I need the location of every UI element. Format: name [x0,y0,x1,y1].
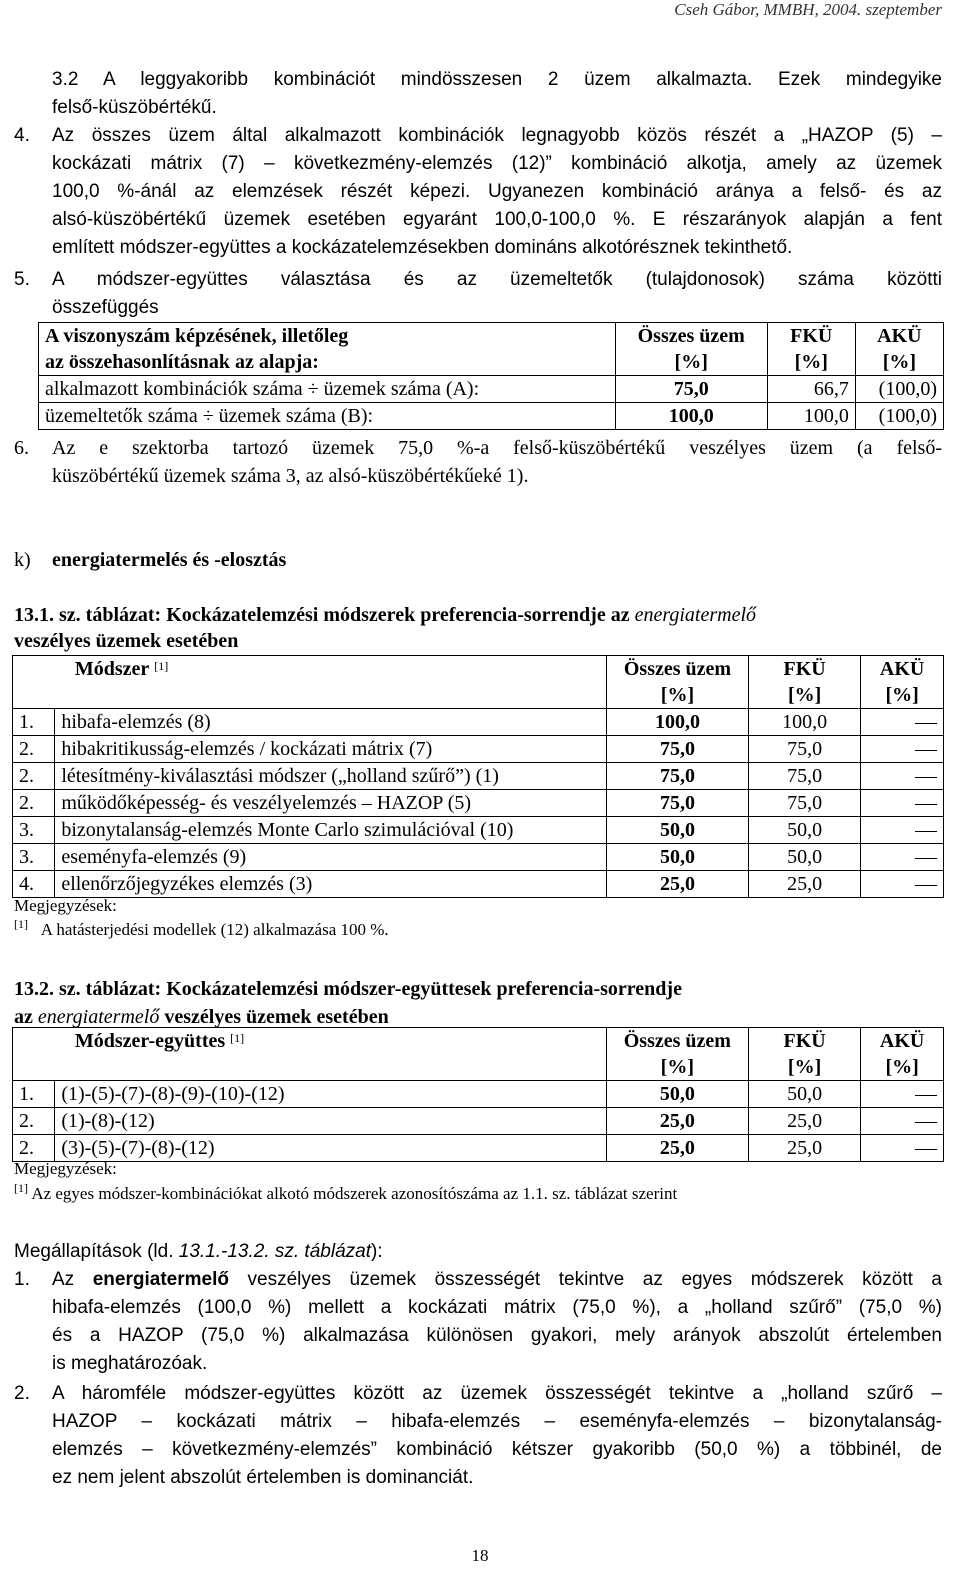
row-fku: 75,0 [749,763,861,790]
row-total: 75,0 [606,736,748,763]
page-header: Cseh Gábor, MMBH, 2004. szeptember [674,0,942,19]
row-aku-dash [861,709,944,736]
row-method: létesítmény-kiválasztási módszer („holland szűrő”) (1) [55,763,607,790]
header-method: Módszer-együttes [1] [55,1028,606,1081]
row-fku: 50,0 [749,844,861,871]
header-fku: FKÜ [%] [749,656,861,709]
row-label: üzemeltetők száma ÷ üzemek száma (B): [39,403,616,430]
table-row [13,1081,944,1108]
row-total: 50,0 [606,1081,748,1108]
paragraph-5-line1: A módszer-együttes választása és az üzemeltetők (tulajdonosok) száma közötti [52,269,942,290]
row-rank: 2. [13,1135,55,1162]
row-total: 75,0 [606,790,748,817]
header-fku-line1: FKÜ [790,325,833,347]
header-total: Összes üzem [%] [606,656,748,709]
row-aku-dash [861,871,944,898]
row-total: 50,0 [606,817,748,844]
finding-1-line2: hibafa-elemzés (100,0 %) mellett a kockázati mátrix (75,0 %), a „holland szűrő” (75,0 %) [52,1297,942,1318]
header-total-line1: Összes üzem [637,325,745,347]
table-row [13,790,944,817]
header-aku-line1: AKÜ [877,325,922,347]
table-header-aku [855,323,943,376]
row-total: 25,0 [606,871,748,898]
row-method: (1)-(5)-(7)-(8)-(9)-(10)-(12) [55,1081,606,1108]
header-basis-line2: az összehasonlításnak az alapja: [45,351,319,373]
row-total: 25,0 [606,1108,748,1135]
row-rank: 3. [13,844,55,871]
row-method: hibafa-elemzés (8) [55,709,607,736]
header-total: Összes üzem [%] [606,1028,748,1081]
item-number-4: 4. [14,125,30,146]
table-row [13,763,944,790]
row-total: 50,0 [606,844,748,871]
paragraph-4-line4: alsó-küszöbértékű üzemek esetében egyaránt 100,0-100,0 %. E részarányok alapján a fent [52,209,942,230]
row-method: eseményfa-elemzés (9) [55,844,607,871]
paragraph-6-line2: küszöbértékű üzemek száma 3, az alsó-küszöbértékűeké 1). [52,465,529,487]
item-number-5: 5. [14,269,30,290]
table-13-2-note: [1] Az egyes módszer-kombinációkat alkotó módszerek azonosítószáma az 1.1. sz. táblázat szerint [14,1181,678,1203]
header-basis-line1: A viszonyszám képzésének, illetőleg [45,325,349,347]
row-aku-dash [861,1108,944,1135]
row-fku: 100,0 [767,403,855,430]
row-total: 75,0 [606,763,748,790]
row-method: bizonytalanság-elemzés Monte Carlo szimulációval (10) [55,817,607,844]
finding-2-line1: A háromféle módszer-együttes között az üzemek összességét tekintve a „holland szűrő – [52,1383,942,1404]
table-13-1-caption: 13.1. sz. táblázat: Kockázatelemzési módszerek preferencia-sorrendje az energiatermelő veszélyes üzemek esetében [14,604,757,652]
header-total-line2: [%] [674,351,708,373]
table-13-1 [12,655,944,898]
row-aku-dash [861,1081,944,1108]
row-fku: 50,0 [749,817,861,844]
paragraph-3-2-line1: 3.2 A leggyakoribb kombinációt mindösszesen 2 üzem alkalmazta. Ezek mindegyike [52,69,942,90]
row-fku: 50,0 [748,1081,860,1108]
table-13-2-caption: 13.2. sz. táblázat: Kockázatelemzési módszer-együttesek preferencia-sorrendje az energiatermelő veszélyes üzemek esetében [14,978,682,1028]
paragraph-5-line2: összefüggés [52,297,159,318]
table-header-total [615,323,767,376]
table-row [13,871,944,898]
table-header-row [13,1028,944,1081]
row-total: 100,0 [606,709,748,736]
paragraph-4-line2: kockázati mátrix (7) – következmény-elemzés (12)” kombináció alkotja, amely az üzemek [52,153,942,174]
row-rank: 1. [13,709,55,736]
row-method: (1)-(8)-(12) [55,1108,606,1135]
finding-number-2: 2. [14,1383,30,1404]
item-number-6: 6. [14,437,29,459]
row-fku: 66,7 [767,376,855,403]
table-row [13,817,944,844]
table-row [13,1108,944,1135]
section-k-title: energiatermelés és -elosztás [52,549,287,571]
row-fku: 75,0 [749,790,861,817]
row-rank: 1. [13,1081,55,1108]
row-rank: 2. [13,790,55,817]
row-label: alkalmazott kombinációk száma ÷ üzemek száma (A): [39,376,616,403]
table-row [13,844,944,871]
row-fku: 25,0 [748,1135,860,1162]
page-number: 18 [471,1546,489,1565]
table-header-row [39,323,944,376]
paragraph-4-line5: említett módszer-együttes a kockázatelemzésekben domináns alkotórésznek tekinthető. [52,237,793,258]
finding-number-1: 1. [14,1269,30,1290]
table-row [39,376,944,403]
paragraph-4-line1: Az összes üzem által alkalmazott kombinációk legnagyobb közös részét a „HAZOP (5) – [52,125,942,146]
row-fku: 25,0 [749,871,861,898]
row-aku-dash [861,763,944,790]
table-row [39,403,944,430]
row-total: 75,0 [615,376,767,403]
finding-1-line1: Az energiatermelő veszélyes üzemek összességét tekintve az egyes módszerek között a [52,1269,942,1290]
row-aku-dash [861,817,944,844]
table-row [13,736,944,763]
table-13-2-note-label: Megjegyzések: [14,1159,117,1178]
header-aku: AKÜ [%] [861,656,944,709]
row-fku: 100,0 [749,709,861,736]
table-header-row [13,656,944,709]
findings-heading: Megállapítások (ld. 13.1.-13.2. sz. táblázat): [14,1241,383,1262]
row-rank: 4. [13,871,55,898]
header-aku: AKÜ [%] [861,1028,944,1081]
row-method: (3)-(5)-(7)-(8)-(12) [55,1135,606,1162]
row-total: 25,0 [606,1135,748,1162]
table-13-1-note-label: Megjegyzések: [14,896,117,915]
paragraph-4-line3: 100,0 %-ánál az elemzések részét képezi. Ugyanezen kombináció aránya a felső- és az [52,181,942,202]
row-method: ellenőrzőjegyzékes elemzés (3) [55,871,607,898]
table-header-fku [767,323,855,376]
row-aku-dash [861,1135,944,1162]
finding-1-line4: is meghatározóak. [52,1353,208,1374]
table-row [13,1135,944,1162]
row-aku-dash [861,736,944,763]
row-rank: 2. [13,1108,55,1135]
combination-ratio-table [38,322,944,430]
table-13-1-note: [1] A hatásterjedési modellek (12) alkalmazása 100 %. [14,917,389,939]
row-aku-dash [861,844,944,871]
section-k-prefix: k) [14,549,31,571]
table-header-basis [39,323,616,376]
finding-1-line3: és a HAZOP (75,0 %) alkalmazása különösen gyakori, mely arányok abszolút értelemben [52,1325,942,1346]
row-rank: 2. [13,736,55,763]
header-fku: FKÜ [%] [748,1028,860,1081]
row-method: hibakritikusság-elemzés / kockázati mátrix (7) [55,736,607,763]
row-aku: (100,0) [855,376,943,403]
row-fku: 75,0 [749,736,861,763]
row-aku-dash [861,790,944,817]
header-aku-line2: [%] [882,351,917,373]
row-method: működőképesség- és veszélyelemzés – HAZOP (5) [55,790,607,817]
row-rank: 2. [13,763,55,790]
header-rank-cell [13,1028,55,1081]
table-13-2 [12,1027,944,1162]
header-fku-line2: [%] [794,351,828,373]
finding-2-line3: elemzés – következmény-elemzés” kombináció kétszer gyakoribb (50,0 %) a többinél, de [52,1439,942,1460]
finding-2-line4: ez nem jelent abszolút értelemben is dominanciát. [52,1467,474,1488]
header-method: Módszer [1] [55,656,607,709]
paragraph-3-2-line2: felső-küszöbértékű. [52,97,217,118]
finding-2-line2: HAZOP – kockázati mátrix – hibafa-elemzés – eseményfa-elemzés – bizonytalanság- [52,1411,942,1432]
table-row [13,709,944,736]
header-rank-cell [13,656,55,709]
row-fku: 25,0 [748,1108,860,1135]
paragraph-6-line1: Az e szektorba tartozó üzemek 75,0 %-a felső-küszöbértékű veszélyes üzem (a felső- [52,437,942,459]
row-rank: 3. [13,817,55,844]
row-total: 100,0 [615,403,767,430]
row-aku: (100,0) [855,403,943,430]
